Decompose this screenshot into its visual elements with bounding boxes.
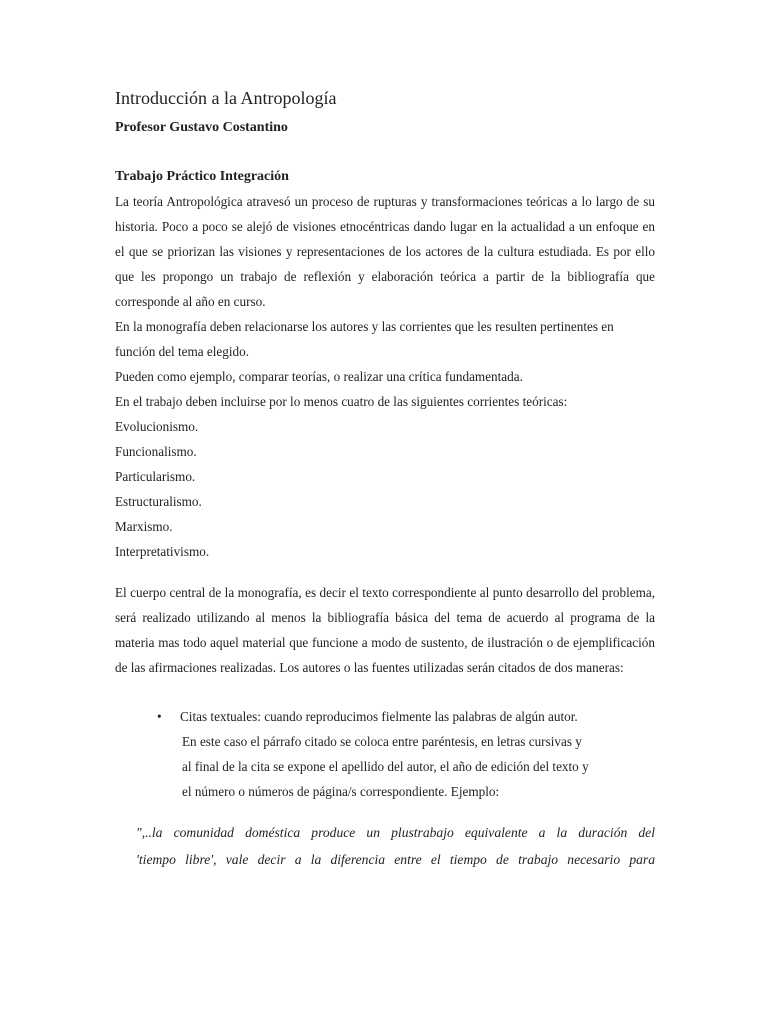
list-item: Marxismo.	[115, 519, 173, 534]
currents-list	[115, 414, 655, 564]
bullet-line: al final de la cita se expone el apellido del autor, el año de edición del texto y	[182, 759, 589, 774]
bullet-first-line: Citas textuales: cuando reproducimos fielmente las palabras de algún autor.	[180, 709, 578, 724]
list-item: Estructuralismo.	[115, 494, 202, 509]
quote-line: ",..la comunidad doméstica produce un plustrabajo equivalente a la duración del	[136, 825, 655, 840]
document-page	[115, 86, 655, 873]
list-item: Evolucionismo.	[115, 419, 199, 434]
section-heading: Trabajo Práctico Integración	[115, 169, 289, 184]
example-paragraph: Pueden como ejemplo, comparar teorías, o realizar una crítica fundamentada.	[115, 369, 523, 384]
include-paragraph: En el trabajo deben incluirse por lo menos cuatro de las siguientes corrientes teóricas:	[115, 394, 568, 409]
quote-line: 'tiempo libre', vale decir a la diferencia entre el tiempo de trabajo necesario para	[136, 852, 655, 867]
bullet-item	[115, 704, 655, 804]
list-item: Particularismo.	[115, 469, 196, 484]
list-item: Funcionalismo.	[115, 444, 197, 459]
intro-paragraph: La teoría Antropológica atravesó un proceso de rupturas y transformaciones teóricas a lo largo de su historia. Poco a poco se alejó de visiones etnocéntricas dando lugar en la actualidad a un enfoque en el que se priorizan las visiones y representaciones de los actores de la cultura estudiada. Es por ello que les propongo un trabajo de reflexión y elaboración teórica a partir de la bibliografía que corresponde al año en curso.	[115, 194, 655, 309]
body-paragraph: El cuerpo central de la monografía, es decir el texto correspondiente al punto desarrollo del problema, será realizado utilizando al menos la bibliografía básica del tema de acuerdo al programa de la materia mas todo aquel material que funcione a modo de sustento, de ilustración o de ejemplificación de las afirmaciones realizadas. Los autores o las fuentes utilizadas serán citados de dos maneras:	[115, 585, 655, 675]
list-item: Interpretativismo.	[115, 544, 210, 559]
document-title: Introducción a la Antropología	[115, 88, 337, 108]
bullet-icon: •	[157, 709, 162, 724]
bullet-line: el número o números de página/s correspondiente. Ejemplo:	[182, 784, 500, 799]
bullet-line: En este caso el párrafo citado se coloca entre paréntesis, en letras cursivas y	[182, 734, 582, 749]
example-quote	[115, 819, 655, 873]
monografia-paragraph: En la monografía deben relacionarse los autores y las corrientes que les resulten pertinentes en función del tema elegido.	[115, 319, 614, 359]
professor-name: Profesor Gustavo Costantino	[115, 120, 288, 135]
